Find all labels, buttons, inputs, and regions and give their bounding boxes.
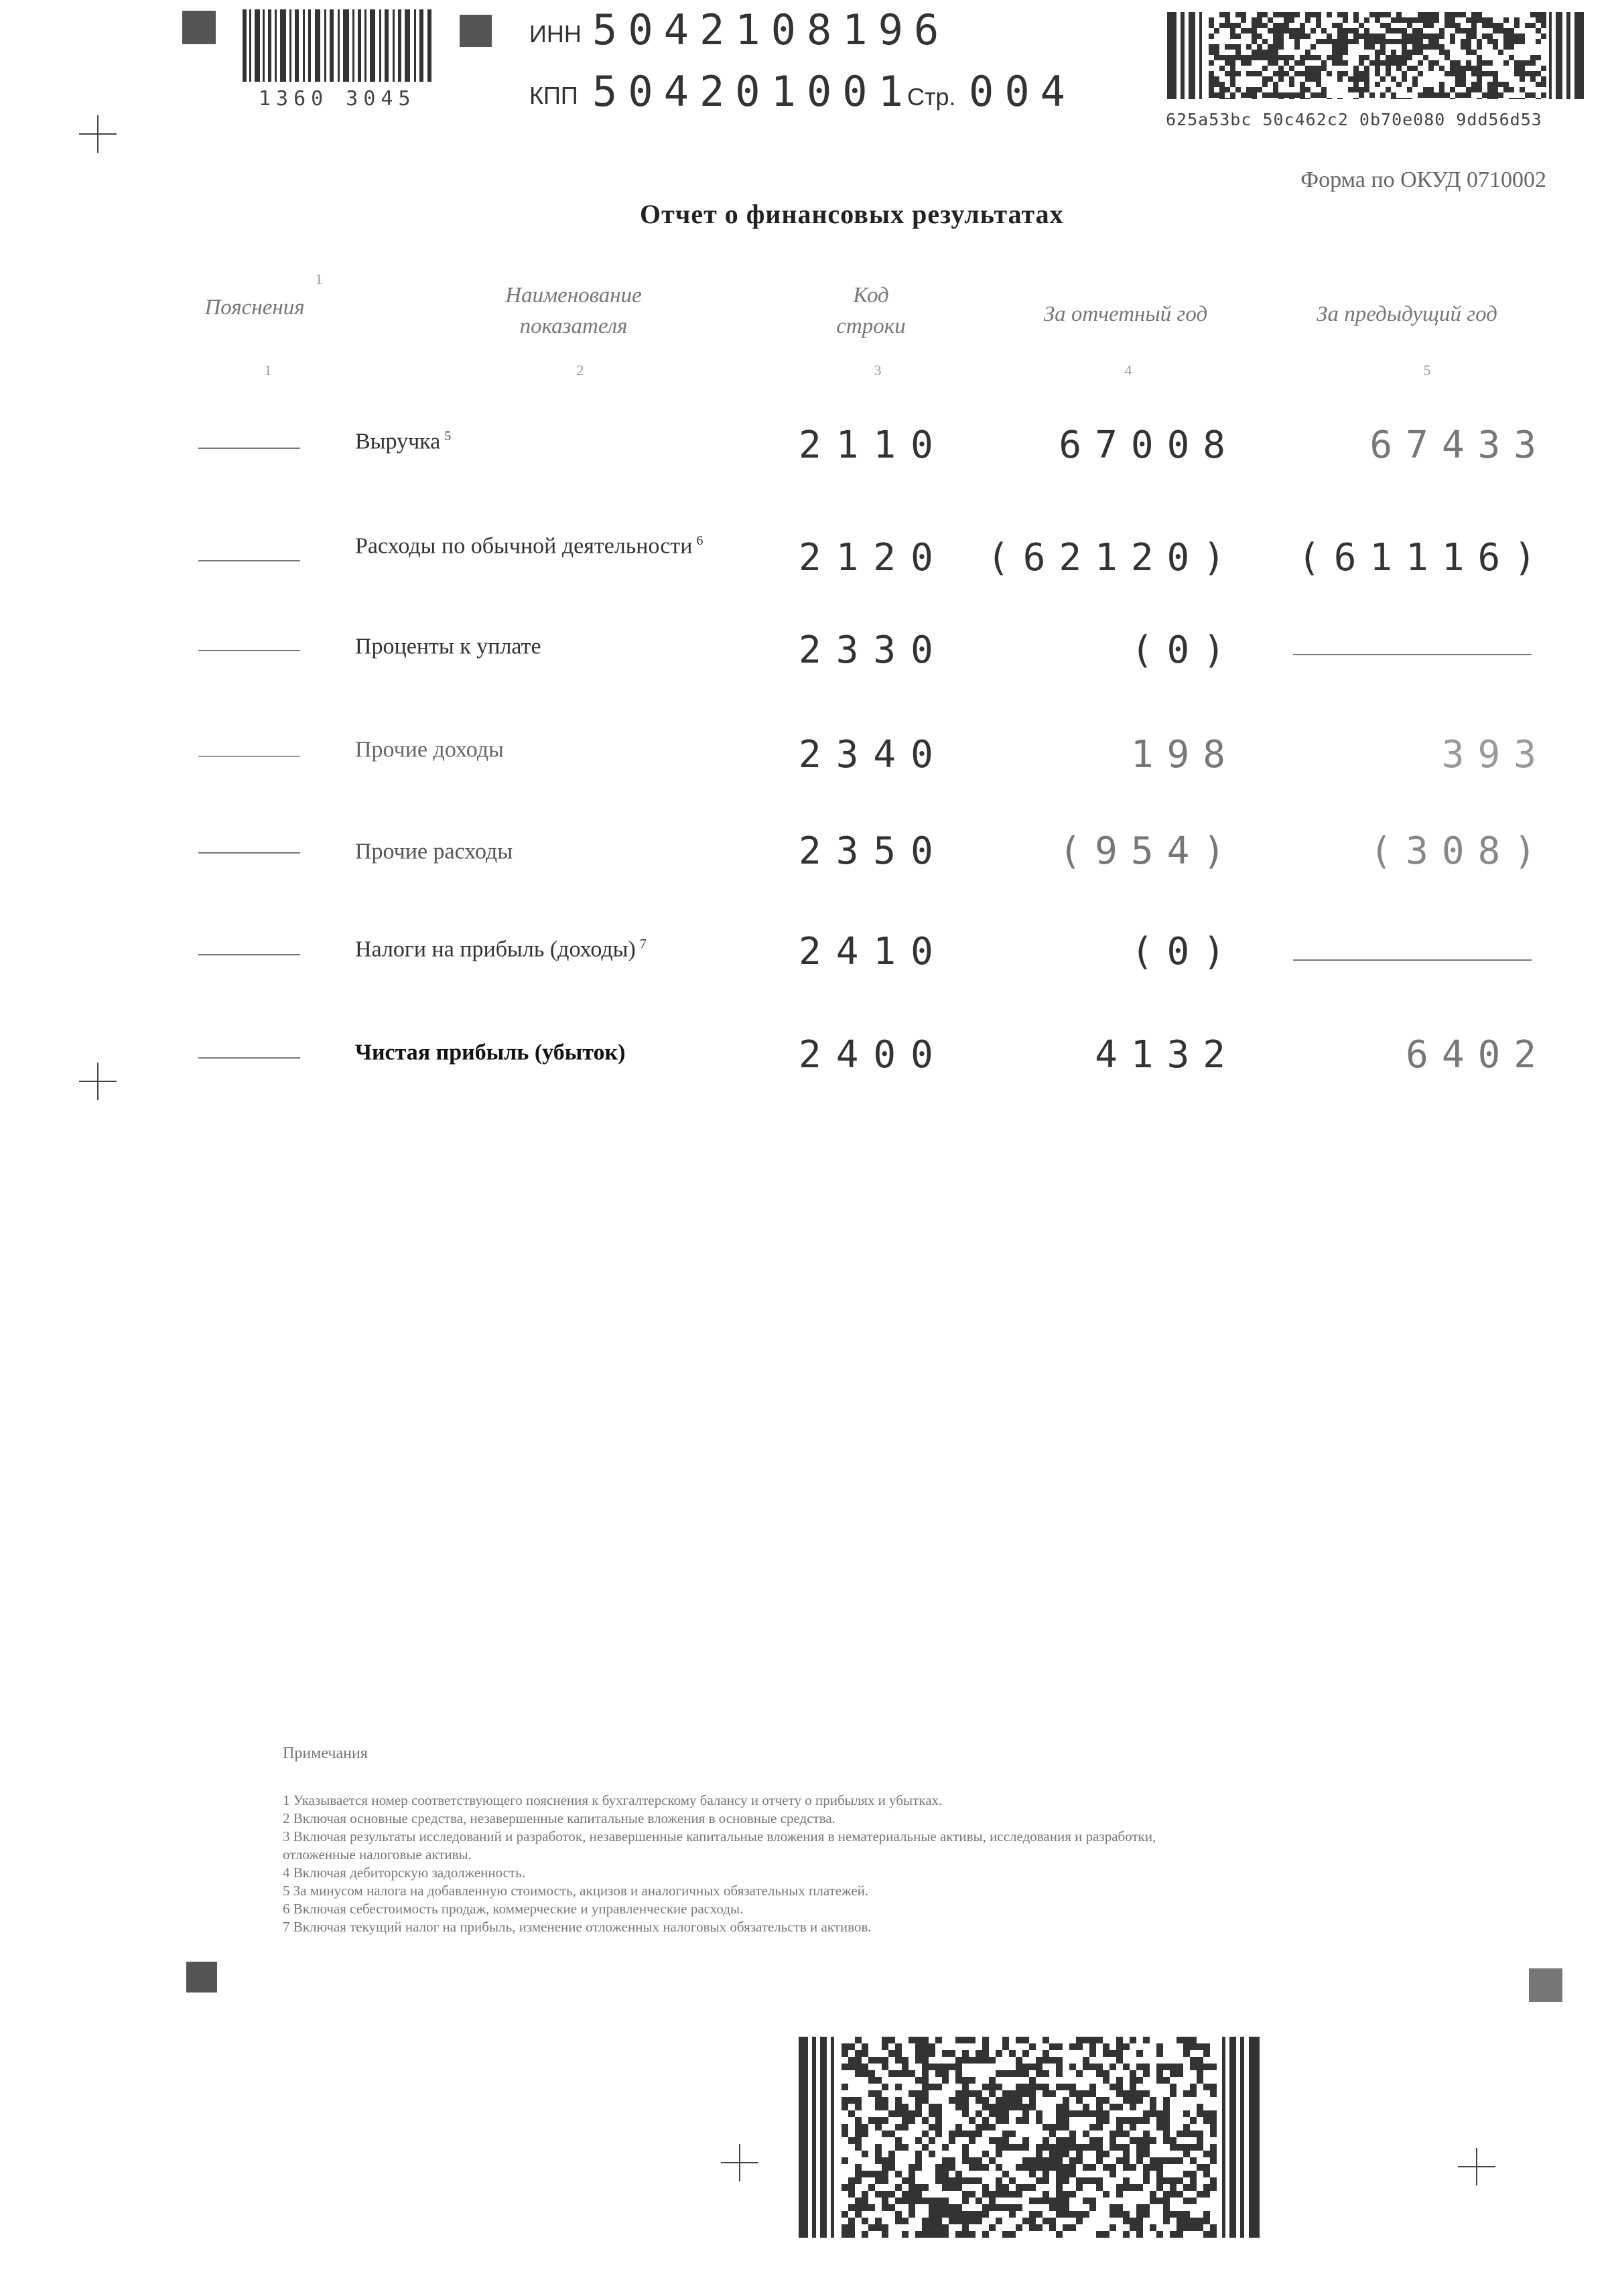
row-code-2120: 2120 (799, 536, 948, 580)
explanation-dash (198, 756, 300, 757)
note-item: отложенные налоговые активы. (283, 1846, 472, 1863)
row-code-2410: 2410 (799, 930, 948, 973)
col-number-1: 1 (264, 362, 272, 379)
explanation-dash (198, 1057, 300, 1059)
row-label-other-expenses: Прочие расходы (355, 839, 513, 864)
inn-label: ИНН (529, 20, 582, 48)
row-code-2330: 2330 (799, 628, 948, 672)
col-number-4: 4 (1124, 362, 1132, 379)
registration-mark-bottom-right (1458, 2148, 1495, 2185)
col-header-current-year: За отчетный год (1043, 302, 1208, 326)
okud-form-code: Форма по ОКУД 0710002 (1300, 167, 1546, 192)
corner-marker-bottom-left (186, 1962, 217, 1993)
note-item: 2 Включая основные средства, незавершенные капитальные вложения в основные средства. (283, 1810, 835, 1826)
row-code-2400: 2400 (799, 1033, 948, 1077)
row-previous-2400: 6402 (1406, 1033, 1550, 1077)
2d-barcode-top (1167, 12, 1584, 99)
row-label-revenue: Выручка $^5$ (355, 429, 452, 454)
row-previous-2110: 67433 (1369, 423, 1550, 467)
notes-title: Примечания (283, 1745, 368, 1762)
inn-value: 5042108196 (592, 5, 950, 54)
note-item: 7 Включая текущий налог на прибыль, изменение отложенных налоговых обязательств и активов. (283, 1919, 872, 1935)
kpp-label: КПП (529, 82, 578, 109)
row-label-income-tax: Налоги на прибыль (доходы) $^7$ (355, 937, 647, 962)
note-item: 1 Указывается номер соответствующего пояснения к бухгалтерскому балансу и отчету о прибылях и убытках. (283, 1792, 943, 1808)
note-item: 3 Включая результаты исследований и разработок, незавершенные капитальные вложения в нематериальные активы, исследования и разработки, (283, 1828, 1156, 1844)
linear-barcode (243, 9, 433, 82)
note-item: 6 Включая себестоимость продаж, коммерческие и управленческие расходы. (283, 1901, 744, 1917)
col-number-3: 3 (874, 362, 882, 379)
explanation-dash (198, 650, 300, 651)
explanation-dash (198, 448, 300, 449)
row-code-2110: 2110 (799, 423, 948, 467)
barcode-number: 1360 3045 (259, 87, 416, 111)
page-label: Стр. (907, 83, 956, 111)
previous-year-empty-dash (1293, 654, 1532, 655)
col-header-explanations: Пояснения (204, 295, 305, 320)
2d-barcode-bottom (799, 2037, 1261, 2238)
notes-list (283, 1792, 1156, 1936)
col-number-5: 5 (1423, 362, 1431, 379)
document-hash: 625a53bc 50c462c2 0b70e080 9dd56d53 (1166, 110, 1542, 129)
row-current-2350: (954) (1059, 829, 1239, 873)
row-label-interest-payable: Проценты к уплате (355, 634, 541, 659)
row-current-2410: (0) (1130, 930, 1239, 973)
kpp-value: 504201001 (592, 67, 914, 116)
col-header-explanations-sup: 1 (315, 271, 323, 287)
row-previous-2340: 393 (1441, 733, 1550, 776)
registration-mark-left-mid (79, 1063, 117, 1100)
note-item: 4 Включая дебиторскую задолженность. (283, 1865, 525, 1881)
document-title: Отчет о финансовых результатах (640, 199, 1064, 229)
col-header-previous-year: За предыдущий год (1317, 302, 1497, 326)
previous-year-empty-dash (1293, 959, 1532, 961)
row-current-2330: (0) (1130, 628, 1239, 672)
row-current-2400: 4132 (1095, 1033, 1239, 1077)
row-previous-2120: (61116) (1297, 536, 1550, 580)
note-item: 5 За минусом налога на добавленную стоимость, акцизов и аналогичных обязательных платежей. (283, 1883, 869, 1899)
row-label-other-income: Прочие доходы (355, 737, 504, 762)
corner-marker-top-left (182, 11, 216, 44)
registration-mark-left-top (79, 115, 117, 153)
explanation-dash (198, 954, 300, 955)
row-label-ordinary-expenses: Расходы по обычной деятельности $^6$ (355, 533, 703, 559)
col-number-2: 2 (576, 362, 584, 379)
row-current-2120: (62120) (986, 536, 1239, 580)
page-value: 004 (969, 67, 1076, 116)
row-current-2110: 67008 (1059, 423, 1239, 467)
corner-marker-bottom-right (1529, 1968, 1562, 2002)
corner-marker-top-mid (460, 15, 492, 47)
row-label-net-profit: Чистая прибыль (убыток) (355, 1040, 626, 1065)
registration-mark-bottom-left (721, 2144, 761, 2184)
col-header-name: Наименование показателя (505, 283, 642, 339)
col-header-code: Код строки (836, 283, 906, 339)
explanation-dash (198, 852, 300, 854)
row-previous-2350: (308) (1369, 829, 1550, 873)
row-code-2350: 2350 (799, 829, 948, 873)
row-current-2340: 198 (1130, 733, 1239, 776)
explanation-dash (198, 560, 300, 561)
row-code-2340: 2340 (799, 733, 948, 776)
